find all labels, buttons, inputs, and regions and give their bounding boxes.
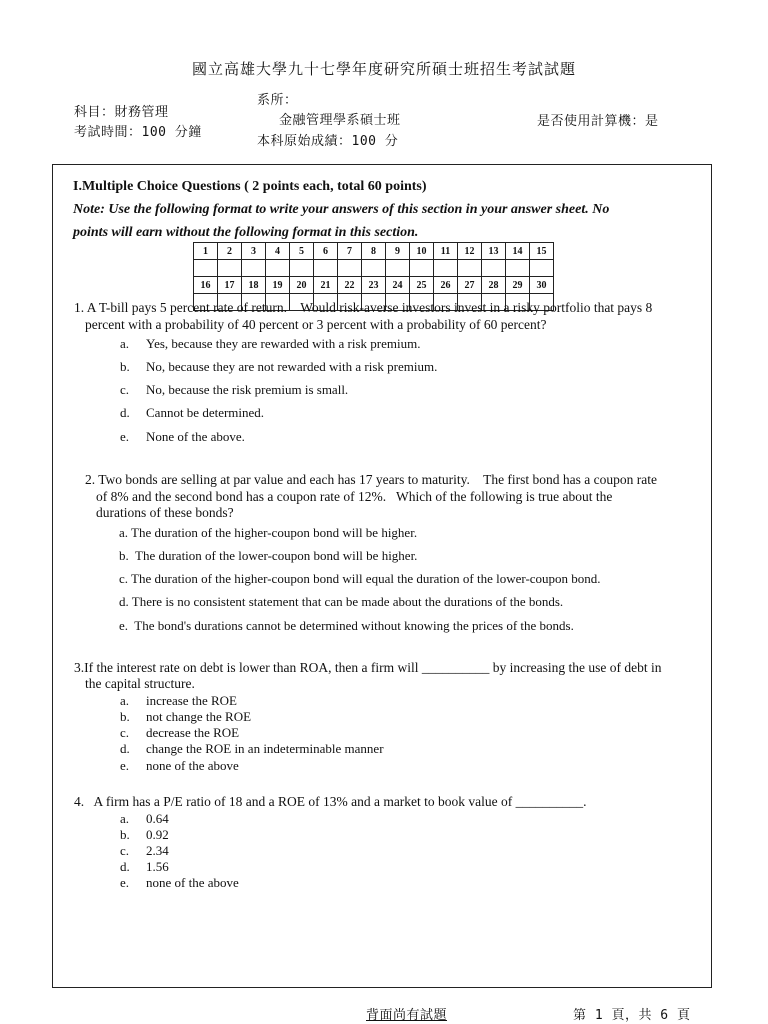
option-text: increase the ROE bbox=[146, 693, 237, 708]
question-1-line1: 1. A T-bill pays 5 percent rate of return. Would risk-averse investors invest in a risky portfolio that pays 8 bbox=[74, 300, 653, 315]
answer-cell bbox=[434, 260, 458, 277]
question-4-option-a bbox=[120, 811, 169, 827]
answer-cell bbox=[218, 260, 242, 277]
question-2-option-e: e. The bond's durations cannot be determined without knowing the prices of the bonds. bbox=[119, 618, 574, 633]
grid-cell: 1 bbox=[194, 243, 218, 260]
option-letter: a. bbox=[120, 811, 130, 826]
subject-label: 科目：財務管理 bbox=[74, 105, 169, 120]
grid-cell: 15 bbox=[530, 243, 554, 260]
exam-time-label: 考試時間：100 分鐘 bbox=[74, 125, 202, 140]
grid-cell: 2 bbox=[218, 243, 242, 260]
grid-cell: 12 bbox=[458, 243, 482, 260]
answer-cell bbox=[266, 260, 290, 277]
option-letter: a. bbox=[120, 336, 130, 351]
grid-cell: 26 bbox=[434, 277, 458, 294]
answer-cell bbox=[338, 260, 362, 277]
option-text: Cannot be determined. bbox=[146, 405, 265, 420]
grid-cell: 24 bbox=[386, 277, 410, 294]
grid-cell: 9 bbox=[386, 243, 410, 260]
grid-cell: 18 bbox=[242, 277, 266, 294]
option-letter: c. bbox=[120, 382, 130, 397]
question-1-option-d bbox=[120, 405, 264, 421]
answer-cell bbox=[482, 260, 506, 277]
option-letter: b. bbox=[120, 359, 130, 374]
grid-cell: 27 bbox=[458, 277, 482, 294]
question-2-option-d: d. There is no consistent statement that can be made about the durations of the bonds. bbox=[119, 594, 564, 609]
answer-cell bbox=[506, 260, 530, 277]
page-number: 第 1 頁，共 6 頁 bbox=[573, 1008, 691, 1023]
answer-cell bbox=[362, 260, 386, 277]
question-1-option-e bbox=[120, 429, 245, 445]
grid-cell: 8 bbox=[362, 243, 386, 260]
question-1-option-c bbox=[120, 382, 348, 398]
option-letter: e. bbox=[120, 875, 130, 890]
answer-grid-row1-blanks bbox=[194, 260, 554, 277]
option-text: No, because they are not rewarded with a risk premium. bbox=[146, 359, 438, 374]
section-note-line2: points will earn without the following format in this section. bbox=[73, 225, 419, 240]
grid-cell: 16 bbox=[194, 277, 218, 294]
question-4-option-e bbox=[120, 875, 239, 891]
option-text: 0.92 bbox=[146, 827, 169, 842]
grid-cell: 11 bbox=[434, 243, 458, 260]
continued-note: 背面尚有試題 bbox=[366, 1008, 448, 1023]
option-letter: d. bbox=[120, 859, 130, 874]
question-3-line2: the capital structure. bbox=[85, 676, 195, 691]
question-3-option-a bbox=[120, 693, 237, 709]
grid-cell: 7 bbox=[338, 243, 362, 260]
option-letter: e. bbox=[120, 429, 130, 444]
grid-cell: 6 bbox=[314, 243, 338, 260]
grid-cell: 17 bbox=[218, 277, 242, 294]
question-2-line2: of 8% and the second bond has a coupon rate of 12%. Which of the following is true about the bbox=[96, 489, 613, 504]
option-text: 0.64 bbox=[146, 811, 169, 826]
option-letter: e. bbox=[120, 758, 130, 773]
grid-cell: 29 bbox=[506, 277, 530, 294]
grid-cell: 30 bbox=[530, 277, 554, 294]
answer-cell bbox=[290, 260, 314, 277]
answer-cell bbox=[194, 260, 218, 277]
grid-cell: 13 bbox=[482, 243, 506, 260]
answer-grid-row2-numbers bbox=[194, 277, 554, 294]
answer-cell bbox=[242, 260, 266, 277]
option-text: 1.56 bbox=[146, 859, 169, 874]
option-text: Yes, because they are rewarded with a risk premium. bbox=[146, 336, 421, 351]
question-3-line1: 3.If the interest rate on debt is lower than ROA, then a firm will __________ by increasing the use of debt in bbox=[74, 660, 662, 675]
question-4-line1: 4. A firm has a P/E ratio of 18 and a ROE of 13% and a market to book value of __________. bbox=[74, 794, 587, 809]
option-text: 2.34 bbox=[146, 843, 169, 858]
answer-cell bbox=[530, 260, 554, 277]
answer-grid-row1-numbers bbox=[194, 243, 554, 260]
question-4-option-c bbox=[120, 843, 169, 859]
option-text: No, because the risk premium is small. bbox=[146, 382, 349, 397]
question-4-option-d bbox=[120, 859, 169, 875]
exam-title: 國立高雄大學九十七學年度研究所碩士班招生考試試題 bbox=[191, 60, 576, 78]
grid-cell: 4 bbox=[266, 243, 290, 260]
option-letter: a. bbox=[120, 693, 130, 708]
option-letter: b. bbox=[120, 709, 130, 724]
question-2-option-b: b. The duration of the lower-coupon bond will be higher. bbox=[119, 548, 418, 563]
department-label: 系所： bbox=[257, 93, 298, 108]
grid-cell: 3 bbox=[242, 243, 266, 260]
grid-cell: 19 bbox=[266, 277, 290, 294]
question-1-option-a bbox=[120, 336, 420, 352]
option-letter: b. bbox=[120, 827, 130, 842]
score-label: 本科原始成績：100 分 bbox=[257, 134, 399, 149]
grid-cell: 25 bbox=[410, 277, 434, 294]
question-4-option-b bbox=[120, 827, 169, 843]
grid-cell: 5 bbox=[290, 243, 314, 260]
option-text: None of the above. bbox=[146, 429, 245, 444]
grid-cell: 21 bbox=[314, 277, 338, 294]
question-3-option-e bbox=[120, 758, 239, 774]
question-3-option-c bbox=[120, 725, 239, 741]
question-2-line3: durations of these bonds? bbox=[96, 505, 234, 520]
option-text: change the ROE in an indeterminable manner bbox=[146, 741, 384, 756]
section-note-line1: Note: Use the following format to write your answers of this section in your answer sheet. No bbox=[73, 202, 610, 217]
question-1-option-b bbox=[120, 359, 437, 375]
question-2-option-c: c. The duration of the higher-coupon bond will equal the duration of the lower-coupon bond. bbox=[119, 571, 601, 586]
grid-cell: 22 bbox=[338, 277, 362, 294]
answer-cell bbox=[314, 260, 338, 277]
option-letter: c. bbox=[120, 843, 130, 858]
option-letter: d. bbox=[120, 405, 130, 420]
answer-cell bbox=[410, 260, 434, 277]
grid-cell: 14 bbox=[506, 243, 530, 260]
option-letter: c. bbox=[120, 725, 130, 740]
option-text: none of the above bbox=[146, 758, 239, 773]
question-2-line1: 2. Two bonds are selling at par value and each has 17 years to maturity. The first bond has a coupon rate bbox=[85, 472, 658, 487]
section-heading: I.Multiple Choice Questions ( 2 points each, total 60 points) bbox=[73, 179, 427, 194]
grid-cell: 23 bbox=[362, 277, 386, 294]
calculator-label: 是否使用計算機：是 bbox=[537, 114, 659, 129]
question-3-option-b bbox=[120, 709, 251, 725]
grid-cell: 20 bbox=[290, 277, 314, 294]
option-text: none of the above bbox=[146, 875, 239, 890]
grid-cell: 28 bbox=[482, 277, 506, 294]
option-text: not change the ROE bbox=[146, 709, 252, 724]
department-name: 金融管理學系碩士班 bbox=[279, 113, 401, 128]
question-3-option-d bbox=[120, 741, 384, 757]
question-1-line2: percent with a probability of 40 percent or 3 percent with a probability of 60 percent? bbox=[85, 317, 547, 332]
answer-cell bbox=[458, 260, 482, 277]
answer-cell bbox=[386, 260, 410, 277]
grid-cell: 10 bbox=[410, 243, 434, 260]
option-text: decrease the ROE bbox=[146, 725, 240, 740]
question-2-option-a: a. The duration of the higher-coupon bond will be higher. bbox=[119, 525, 418, 540]
option-letter: d. bbox=[120, 741, 130, 756]
